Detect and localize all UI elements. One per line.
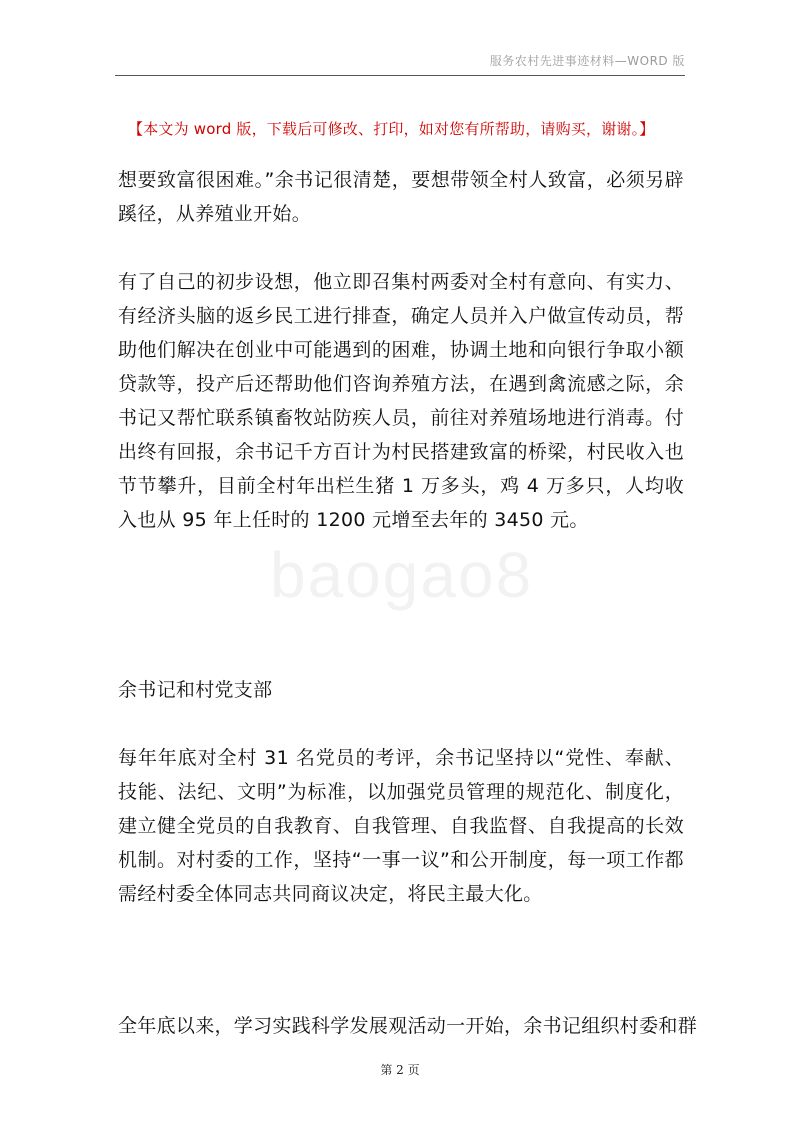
paragraph: 想要致富很困难。”余书记很清楚，要想带领全村人致富，必须另辟蹊径，从养殖业开始。 <box>118 169 684 225</box>
section-heading: 余书记和村党支部 <box>118 679 273 701</box>
page-number: 第 2 页 <box>380 1063 420 1077</box>
paragraph: 有了自己的初步设想，他立即召集村两委对全村有意向、有实力、有经济头脑的返乡民工进行排查，确定人员并入户做宣传动员，帮助他们解决在创业中可能遇到的困难，协调土地和向银行争取小额贷款等，投产后还帮助他们咨询养殖方法，在遇到禽流感之际，余书记又帮忙联系镇畜牧站防疾人员，前往对养殖场地进行消毒。付出终有回报，余书记千方百计为村民搭建致富的桥梁，村民收入也节节攀升，目前全村年出栏生猪 1 万多头，鸡 4 万多只，人均收入也从 95 年上任时的 1200 元增至去年的 3450 元。 <box>118 271 684 531</box>
paragraph: 每年年底对全村 31 名党员的考评，余书记坚持以“党性、奉献、技能、法纪、文明”为标准，以加强党员管理的规范化、制度化，建立健全党员的自我教育、自我管理、自我监督、自我提高的长效机制。对村委的工作，坚持“一事一议”和公开制度，每一项工作都需经村委全体同志共同商议决定，将民主最大化。 <box>118 747 684 905</box>
document-header-title: 服务农村先进事迹材料—WORD 版 <box>489 54 685 68</box>
watermark: baogao8 <box>270 539 534 611</box>
header-divider <box>115 75 685 76</box>
paragraph: 全年底以来，学习实践科学发展观活动一开始，余书记组织村委和群 <box>118 1015 698 1037</box>
download-notice: 【本文为 word 版，下载后可修改、打印，如对您有所帮助，请购买，谢谢。】 <box>128 120 655 138</box>
